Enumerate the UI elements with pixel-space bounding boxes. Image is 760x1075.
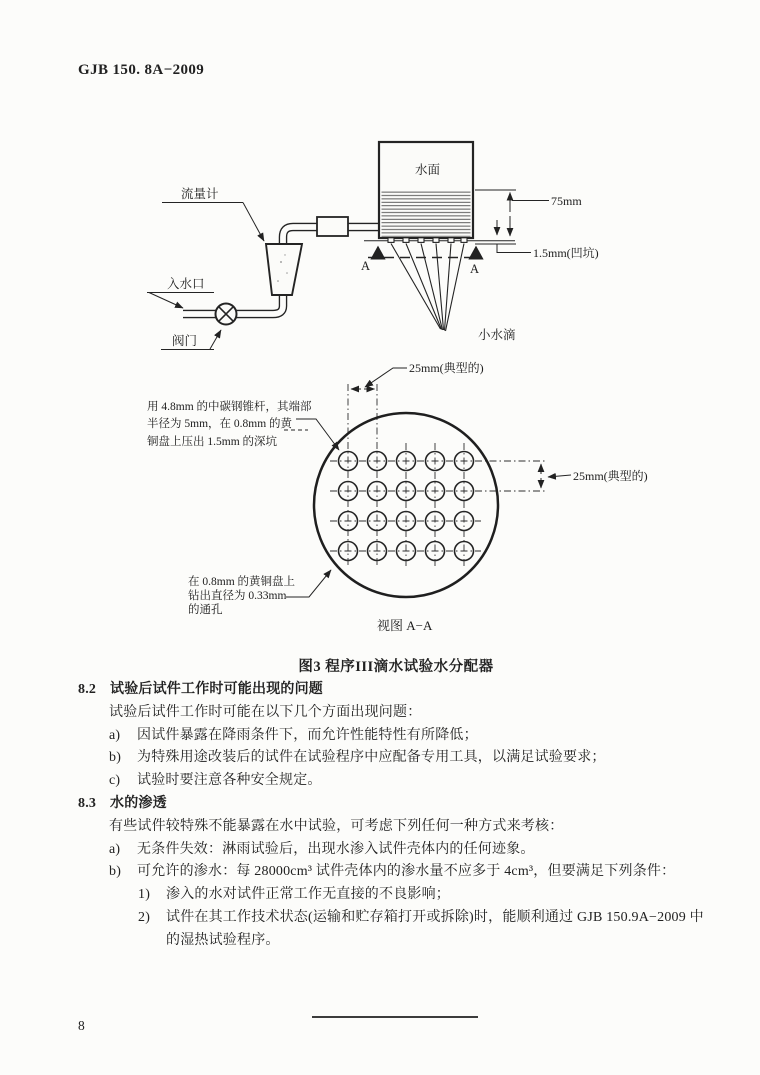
annotation-pit-line: 铜盘上压出 1.5mm 的深坑 <box>147 435 278 448</box>
list-item-text: 可允许的渗水：每 28000cm³ 试件壳体内的渗水量不应多于 4cm³，但要满足下列条件： <box>137 864 676 880</box>
dimension-25mm-top <box>351 368 407 389</box>
flow-meter-label: 流量计 <box>181 187 219 201</box>
section-8-2-heading <box>78 679 710 702</box>
sub-list-item-label: 2) <box>138 909 151 925</box>
list-item <box>78 861 710 884</box>
valve-icon <box>216 304 237 325</box>
annotation-pit-line: 半径为 5mm，在 0.8mm 的黄 <box>147 418 293 431</box>
list-item-label: a) <box>109 727 121 743</box>
list-item-text: 无条件失效：淋雨试验后，出现水渗入试件壳体内的任何迹象。 <box>137 841 535 857</box>
dimension-1-5mm <box>475 220 531 253</box>
doc-code: GJB 150. 8A−2009 <box>78 62 205 78</box>
annotation-hole-line: 钻出直径为 0.33mm <box>188 589 287 602</box>
dimension-75mm <box>475 190 549 236</box>
section-8-3-heading <box>78 793 710 816</box>
section-title: 试验后试件工作时可能出现的问题 <box>110 682 323 697</box>
list-item-label: b) <box>109 750 122 766</box>
sub-list-item <box>78 884 710 907</box>
centerlines <box>330 384 547 568</box>
section-number: 8.2 <box>78 682 97 697</box>
section-a-right-label: A <box>470 262 480 276</box>
figure-caption: 图3 程序III滴水试验水分配器 <box>298 659 494 675</box>
dim-75mm-label: 75mm <box>551 194 582 208</box>
view-a-a-label: 视图 A−A <box>377 618 433 633</box>
annotation-hole <box>188 576 295 617</box>
footer-rule <box>312 1016 478 1018</box>
list-item <box>78 770 710 793</box>
flow-meter-funnel <box>266 244 302 295</box>
list-item-label: b) <box>109 864 122 880</box>
list-item <box>78 725 710 748</box>
sub-list-item-text: 试件在其工作技术状态(运输和贮存箱打开或拆除)时，能顺利通过 GJB 150.9A−2009 中的湿热试验程序。 <box>166 909 704 948</box>
valve-label: 阀门 <box>172 334 198 348</box>
dim-pit-label: 1.5mm(凹坑) <box>533 246 599 260</box>
annotation-pit <box>147 399 312 451</box>
water-tank <box>379 142 473 238</box>
small-drops-label: 小水滴 <box>478 328 516 342</box>
inlet-label: 入水口 <box>167 277 205 291</box>
dim-25mm-right-label: 25mm(典型的) <box>573 469 648 483</box>
sub-list-item-text: 渗入的水对试件正常工作无直接的不良影响； <box>166 887 450 903</box>
list-item <box>78 839 710 862</box>
section-8-3-intro: 有些试件较特殊不能暴露在水中试验，可考虑下列任何一种方式来考核： <box>109 818 564 834</box>
section-title: 水的渗透 <box>110 795 167 811</box>
page-number: 8 <box>78 1018 85 1033</box>
body-text <box>78 679 710 953</box>
drip-lines <box>391 244 464 332</box>
water-surface-label: 水面 <box>415 163 441 177</box>
list-item-label: c) <box>109 773 121 789</box>
dim-25mm-top-label: 25mm(典型的) <box>409 361 484 375</box>
annotation-hole-line: 在 0.8mm 的黄铜盘上 <box>188 576 296 588</box>
annotation-pit-line: 用 4.8mm 的中碳钢锥杆，其端部 <box>147 401 312 413</box>
list-item-text: 因试件暴露在降雨条件下，而允许性能特性有所降低； <box>137 727 478 743</box>
list-item-text: 试验时要注意各种安全规定。 <box>137 773 322 789</box>
inline-pump-box <box>317 217 348 236</box>
annotation-hole-line: 的通孔 <box>188 603 223 616</box>
list-item-label: a) <box>109 841 121 857</box>
label-leaders <box>147 203 264 350</box>
section-number: 8.3 <box>78 795 97 811</box>
section-a-left-label: A <box>361 259 371 273</box>
sub-list-item <box>78 907 710 953</box>
distributor-plate-view <box>314 384 547 597</box>
section-line <box>368 247 482 258</box>
sub-list-item-label: 1) <box>138 887 151 903</box>
list-item-text: 为特殊用途改装后的试件在试验程序中应配备专用工具，以满足试验要求； <box>137 750 606 766</box>
dimension-25mm-right <box>541 464 571 488</box>
water-hatch <box>382 191 471 237</box>
list-item <box>78 747 710 770</box>
section-8-2-intro: 试验后试件工作时可能在以下几个方面出现问题： <box>109 704 422 720</box>
